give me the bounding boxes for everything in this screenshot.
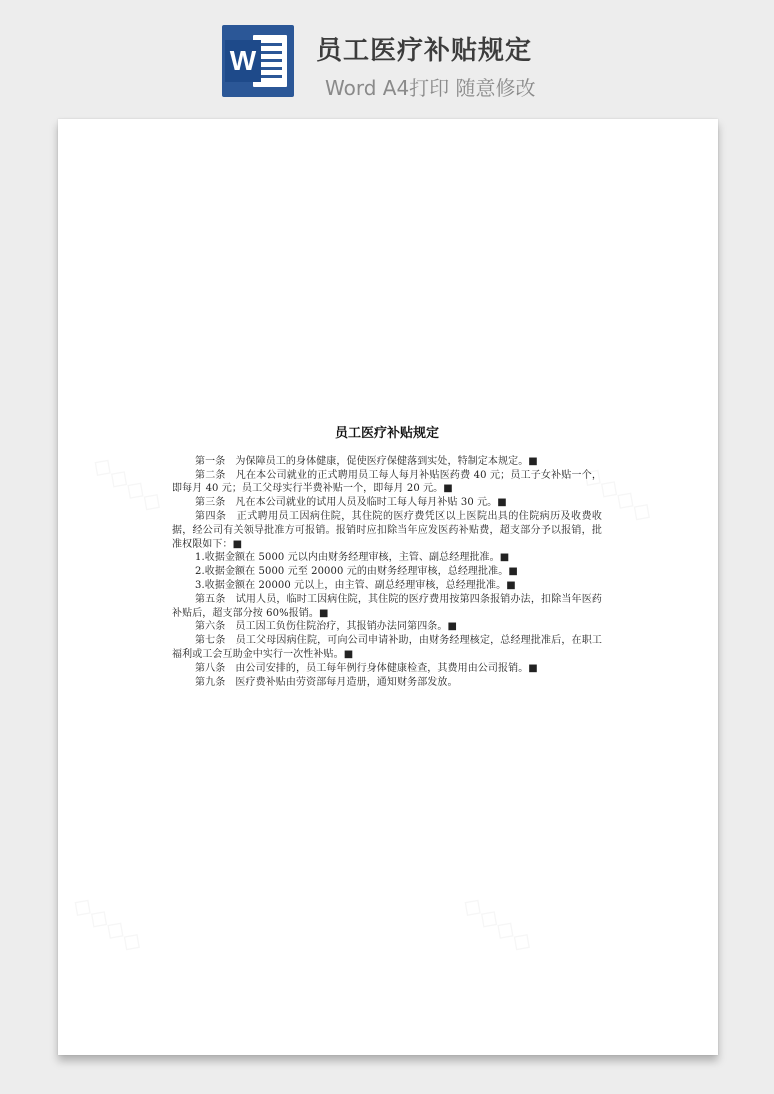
- paragraph: 第七条 员工父母因病住院，可向公司申请补助，由财务经理核定，总经理批准后，在职工福利或工会互助金中实行一次性补贴。■: [172, 635, 602, 660]
- paragraph: 1.收据金额在 5000 元以内由财务经理审核，主管、副总经理批准。■: [195, 552, 510, 564]
- paragraph: 第五条 试用人员，临时工因病住院，其住院的医疗费用按第四条报销办法，扣除当年医药补贴后，超支部分按 60%报销。■: [172, 593, 602, 619]
- watermark: [87, 449, 170, 519]
- page-subtitle: Word A4打印 随意修改: [325, 76, 536, 100]
- page-title: 员工医疗补贴规定: [316, 36, 533, 66]
- paragraph: 第八条 由公司安排的，员工每年例行身体健康检查，其费用由公司报销。■: [195, 662, 538, 674]
- paragraph: 第六条 员工因工负伤住院治疗，其报销办法同第四条。■: [195, 621, 458, 633]
- word-icon: [222, 25, 294, 97]
- paragraph: 第一条 为保障员工的身体健康，促使医疗保健落到实处，特制定本规定。■: [195, 455, 538, 467]
- paragraph: 2.收据金额在 5000 元至 20000 元的由财务经理审核，总经理批准。■: [195, 566, 518, 578]
- paragraph: 第九条 医疗费补贴由劳资部每月造册，通知财务部发放。: [195, 676, 458, 688]
- document-body: [172, 427, 602, 689]
- paragraph: 第二条 凡在本公司就业的正式聘用员工每人每月补贴医药费 40 元；员工子女补贴一个，即每月 40 元；员工父母实行半费补贴一个，即每月 20 元。■: [172, 469, 602, 495]
- watermark: [457, 889, 540, 959]
- paragraph: 第三条 凡在本公司就业的试用人员及临时工每人每月补贴 30 元。■: [195, 497, 507, 509]
- watermark: [67, 889, 150, 959]
- word-letter: W: [225, 40, 261, 82]
- document-page: [58, 119, 718, 1055]
- document-title: 员工医疗补贴规定: [334, 426, 439, 441]
- page-header: [0, 0, 774, 115]
- paragraph: 3.收据金额在 20000 元以上，由主管、副总经理审核，总经理批准。■: [195, 579, 516, 591]
- paragraph: 第四条 正式聘用员工因病住院，其住院的医疗费凭区以上医院出具的住院病历及收费收据，经公司有关领导批准方可报销。报销时应扣除当年应发医药补贴费，超支部分予以报销，批准权限如下：■: [172, 510, 602, 550]
